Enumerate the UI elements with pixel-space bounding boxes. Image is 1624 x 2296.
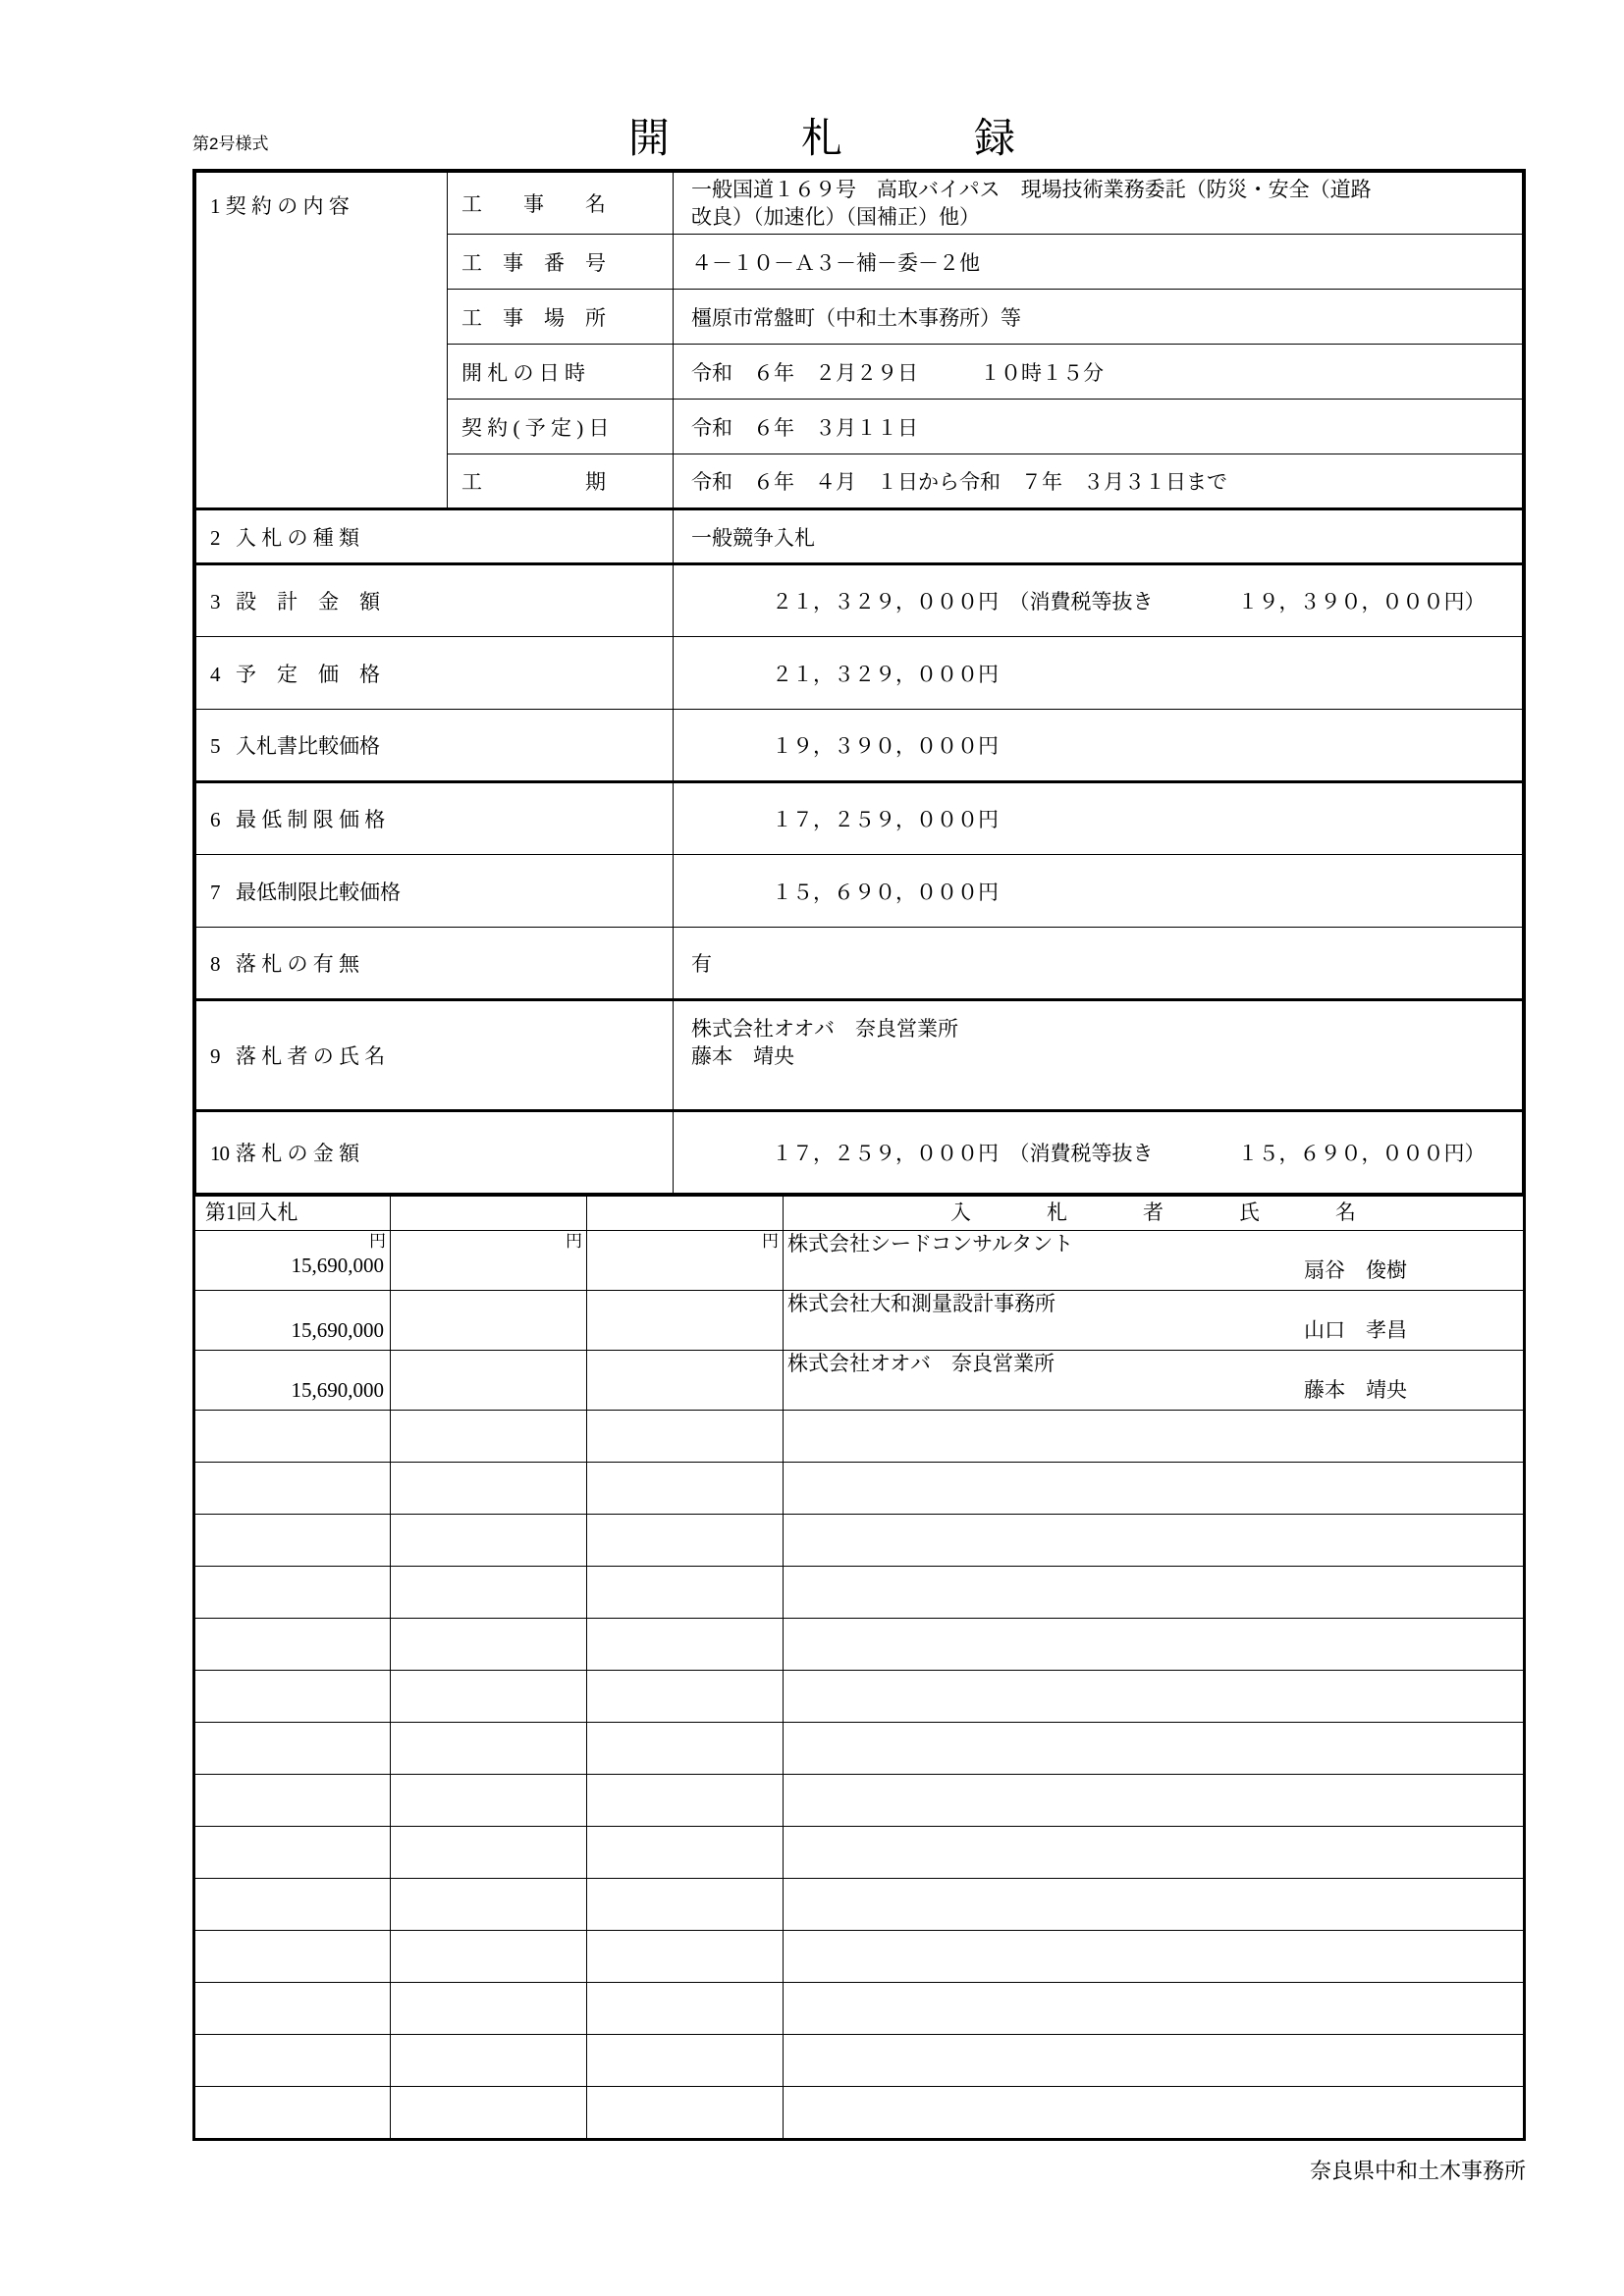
row-label-bid-type [196,509,674,564]
row-label-contract-date: 契 約 ( 予 定 ) 日 [448,400,674,454]
empty-cell [784,1723,1525,1775]
table-row-winner-name [196,1000,1523,1111]
empty-cell [587,1983,784,2035]
bid-results-table [192,1194,1526,2141]
row-label-winner-name [196,1000,674,1111]
empty-cell [391,1619,587,1671]
empty-cell [391,1671,587,1723]
table-row-minimum-limit-price [196,782,1523,855]
bid-header-bidder-name: 入 札 者 氏 名 [784,1196,1525,1231]
empty-cell [194,1515,391,1567]
item-number-5: 5 [210,734,221,758]
row-value-bid-comparison-price: １９，３９０，０００円 [674,710,1523,782]
table-row [194,1411,1525,1463]
empty-cell [784,1515,1525,1567]
empty-cell [587,1619,784,1671]
item-label-2: 入 札 の 種 類 [236,525,359,550]
winner-person: 藤本 靖央 [691,1044,794,1069]
table-row [194,1567,1525,1619]
item-number-3: 3 [210,590,221,614]
table-row [194,1291,1525,1351]
table-row [194,1463,1525,1515]
empty-cell [391,1775,587,1827]
bidder-company-name: 株式会社大和測量設計事務所 [787,1292,1056,1315]
table-row [194,1827,1525,1879]
bid-amount-value [587,1351,783,1376]
item-label-5: 入札書比較価格 [236,734,380,758]
empty-cell [194,1827,391,1879]
table-row-bid-comparison-price [196,710,1523,782]
row-label-work-number: 工 事 番 号 [448,235,674,290]
empty-cell [391,1827,587,1879]
empty-cell [391,1411,587,1463]
empty-cell [784,1619,1525,1671]
table-row [194,1775,1525,1827]
bid-amount-value: 15,690,000 [291,1254,384,1278]
empty-cell [194,2035,391,2087]
row-value-work-name [674,173,1523,235]
empty-cell [194,1931,391,1983]
item-number-2: 2 [210,525,221,550]
bid-amount-cell [587,1291,784,1351]
table-row [194,1619,1525,1671]
empty-cell [391,2035,587,2087]
item-label-7: 最低制限比較価格 [236,880,401,904]
bid-amount-cell [391,1291,587,1351]
row-label-bid-opening-datetime: 開 札 の 日 時 [448,345,674,400]
item-number-9: 9 [210,1044,221,1068]
empty-cell [194,1723,391,1775]
bid-amount-value: 15,690,000 [291,1318,384,1342]
row-value-award-amount [674,1111,1523,1194]
empty-cell [784,1671,1525,1723]
bid-amount-cell [194,1291,391,1351]
main-record-table [192,169,1526,1194]
winner-company: 株式会社オオバ 奈良営業所 [691,1017,958,1041]
row-label-award-exists [196,928,674,1000]
item-label-10: 落 札 の 金 額 [236,1142,359,1165]
award-amount-with-tax: １７，２５９，０００円 （消費税等抜き [772,1142,1154,1165]
bid-amount-value: 15,690,000 [291,1378,384,1402]
empty-cell [194,1567,391,1619]
table-row [194,1879,1525,1931]
document-title: 開 札 録 [628,114,1061,162]
row-label-minimum-comparison-price [196,855,674,928]
row-value-bid-opening-datetime: 令和 ６年 ２月２９日 １０時１５分 [674,345,1523,400]
row-label-work-name: 工 事 名 [448,173,674,235]
bid-table-header-row [194,1196,1525,1231]
bid-amount-cell [587,1351,784,1411]
item-number-8: 8 [210,952,221,976]
empty-cell [587,1879,784,1931]
yen-unit-label: 円 [762,1232,779,1251]
bidder-cell [784,1231,1525,1291]
bid-header-col2 [391,1196,587,1231]
row-label-minimum-limit-price [196,782,674,855]
empty-cell [194,2087,391,2140]
bidder-company-name: 株式会社シードコンサルタント [787,1232,1074,1255]
row-value-design-amount [674,564,1523,637]
table-row [194,1351,1525,1411]
item-label-6: 最 低 制 限 価 格 [236,808,386,831]
empty-cell [587,1931,784,1983]
empty-cell [784,2087,1525,2140]
row-value-estimated-price: ２１，３２９，０００円 [674,637,1523,710]
empty-cell [391,1463,587,1515]
empty-cell [391,2087,587,2140]
empty-cell [587,1411,784,1463]
work-name-line2: 改良）（加速化）（国補正）他） [691,205,980,229]
item-label-4: 予 定 価 格 [236,662,380,686]
row-value-winner-name [674,1000,1523,1111]
table-row-minimum-comparison-price [196,855,1523,928]
table-row [194,1983,1525,2035]
row-label-award-amount [196,1111,674,1194]
row-value-contract-date: 令和 ６年 ３月１１日 [674,400,1523,454]
empty-cell [587,2087,784,2140]
work-name-line1: 一般国道１６９号 高取バイパス 現場技術業務委託（防災・安全（道路 [691,177,1372,201]
empty-cell [391,1515,587,1567]
empty-cell [587,1775,784,1827]
table-row [194,2087,1525,2140]
row-value-work-period: 令和 ６年 ４月 １日から令和 ７年 ３月３１日まで [674,454,1523,509]
section-label-contract: 1 契 約 の 内 容 [196,173,448,509]
table-row [194,1931,1525,1983]
empty-cell [784,1931,1525,1983]
table-row [194,2035,1525,2087]
item-label-8: 落 札 の 有 無 [236,952,359,976]
empty-cell [194,1775,391,1827]
empty-cell [194,1411,391,1463]
empty-cell [784,1827,1525,1879]
empty-cell [784,1411,1525,1463]
bid-amount-value [391,1291,586,1316]
row-label-estimated-price [196,637,674,710]
row-value-work-number: ４－１０－Ａ３－補－委－２他 [674,235,1523,290]
bid-amount-value [391,1351,586,1376]
bid-round-label: 第1回入札 [194,1196,391,1231]
bidder-person-name: 藤本 靖央 [1304,1378,1407,1403]
empty-cell [587,1463,784,1515]
item-number-10: 10 [210,1142,229,1165]
empty-cell [194,1671,391,1723]
empty-cell [391,1567,587,1619]
row-value-work-location: 橿原市常盤町（中和土木事務所）等 [674,290,1523,345]
empty-cell [587,1723,784,1775]
bidder-cell [784,1351,1525,1411]
empty-cell [784,1775,1525,1827]
row-value-minimum-comparison-price: １５，６９０，０００円 [674,855,1523,928]
bid-amount-cell [391,1231,587,1291]
empty-cell [784,1983,1525,2035]
row-label-bid-comparison-price [196,710,674,782]
yen-unit-label: 円 [566,1232,582,1251]
table-row-award-amount [196,1111,1523,1194]
row-value-bid-type: 一般競争入札 [674,509,1523,564]
bidder-company-name: 株式会社オオバ 奈良営業所 [787,1352,1055,1375]
design-amount-without-tax: １９，３９０，０００円） [1237,590,1486,614]
table-row-work-name [196,173,1523,235]
form-number-label: 第2号様式 [192,134,269,153]
empty-cell [587,1567,784,1619]
bid-header-col3 [587,1196,784,1231]
empty-cell [391,1723,587,1775]
empty-cell [194,1879,391,1931]
empty-cell [194,1619,391,1671]
bidder-person-name: 扇谷 俊樹 [1304,1258,1407,1283]
empty-cell [587,1671,784,1723]
item-number-4: 4 [210,662,221,686]
empty-cell [391,1931,587,1983]
row-label-work-location: 工 事 場 所 [448,290,674,345]
bidder-cell [784,1291,1525,1351]
bid-amount-value [587,1291,783,1316]
table-row-design-amount [196,564,1523,637]
row-value-minimum-limit-price: １７，２５９，０００円 [674,782,1523,855]
item-number-6: 6 [210,808,221,831]
table-row-estimated-price [196,637,1523,710]
empty-cell [194,1463,391,1515]
bidder-person-name: 山口 孝昌 [1304,1318,1407,1343]
issuing-office: 奈良県中和土木事務所 [1309,2159,1526,2183]
empty-cell [784,1567,1525,1619]
empty-cell [587,1515,784,1567]
row-label-design-amount [196,564,674,637]
empty-cell [784,1463,1525,1515]
bid-amount-cell [194,1231,391,1291]
item-number-7: 7 [210,880,221,904]
row-value-award-exists: 有 [674,928,1523,1000]
bid-amount-cell [391,1351,587,1411]
bid-amount-cell [194,1351,391,1411]
award-amount-without-tax: １５，６９０，０００円） [1237,1142,1486,1165]
empty-cell [587,2035,784,2087]
table-row [194,1515,1525,1567]
empty-cell [391,1879,587,1931]
table-row [194,1231,1525,1291]
table-row [194,1671,1525,1723]
table-row [194,1723,1525,1775]
design-amount-with-tax: ２１，３２９，０００円 （消費税等抜き [772,590,1154,614]
empty-cell [784,2035,1525,2087]
yen-unit-label: 円 [369,1232,386,1251]
table-row-bid-type [196,509,1523,564]
empty-cell [784,1879,1525,1931]
table-row-award-exists [196,928,1523,1000]
empty-cell [194,1983,391,2035]
empty-cell [587,1827,784,1879]
item-label-9: 落 札 者 の 氏 名 [236,1044,386,1068]
row-label-work-period: 工 期 [448,454,674,509]
bid-amount-cell [587,1231,784,1291]
item-label-3: 設 計 金 額 [236,590,380,614]
empty-cell [391,1983,587,2035]
